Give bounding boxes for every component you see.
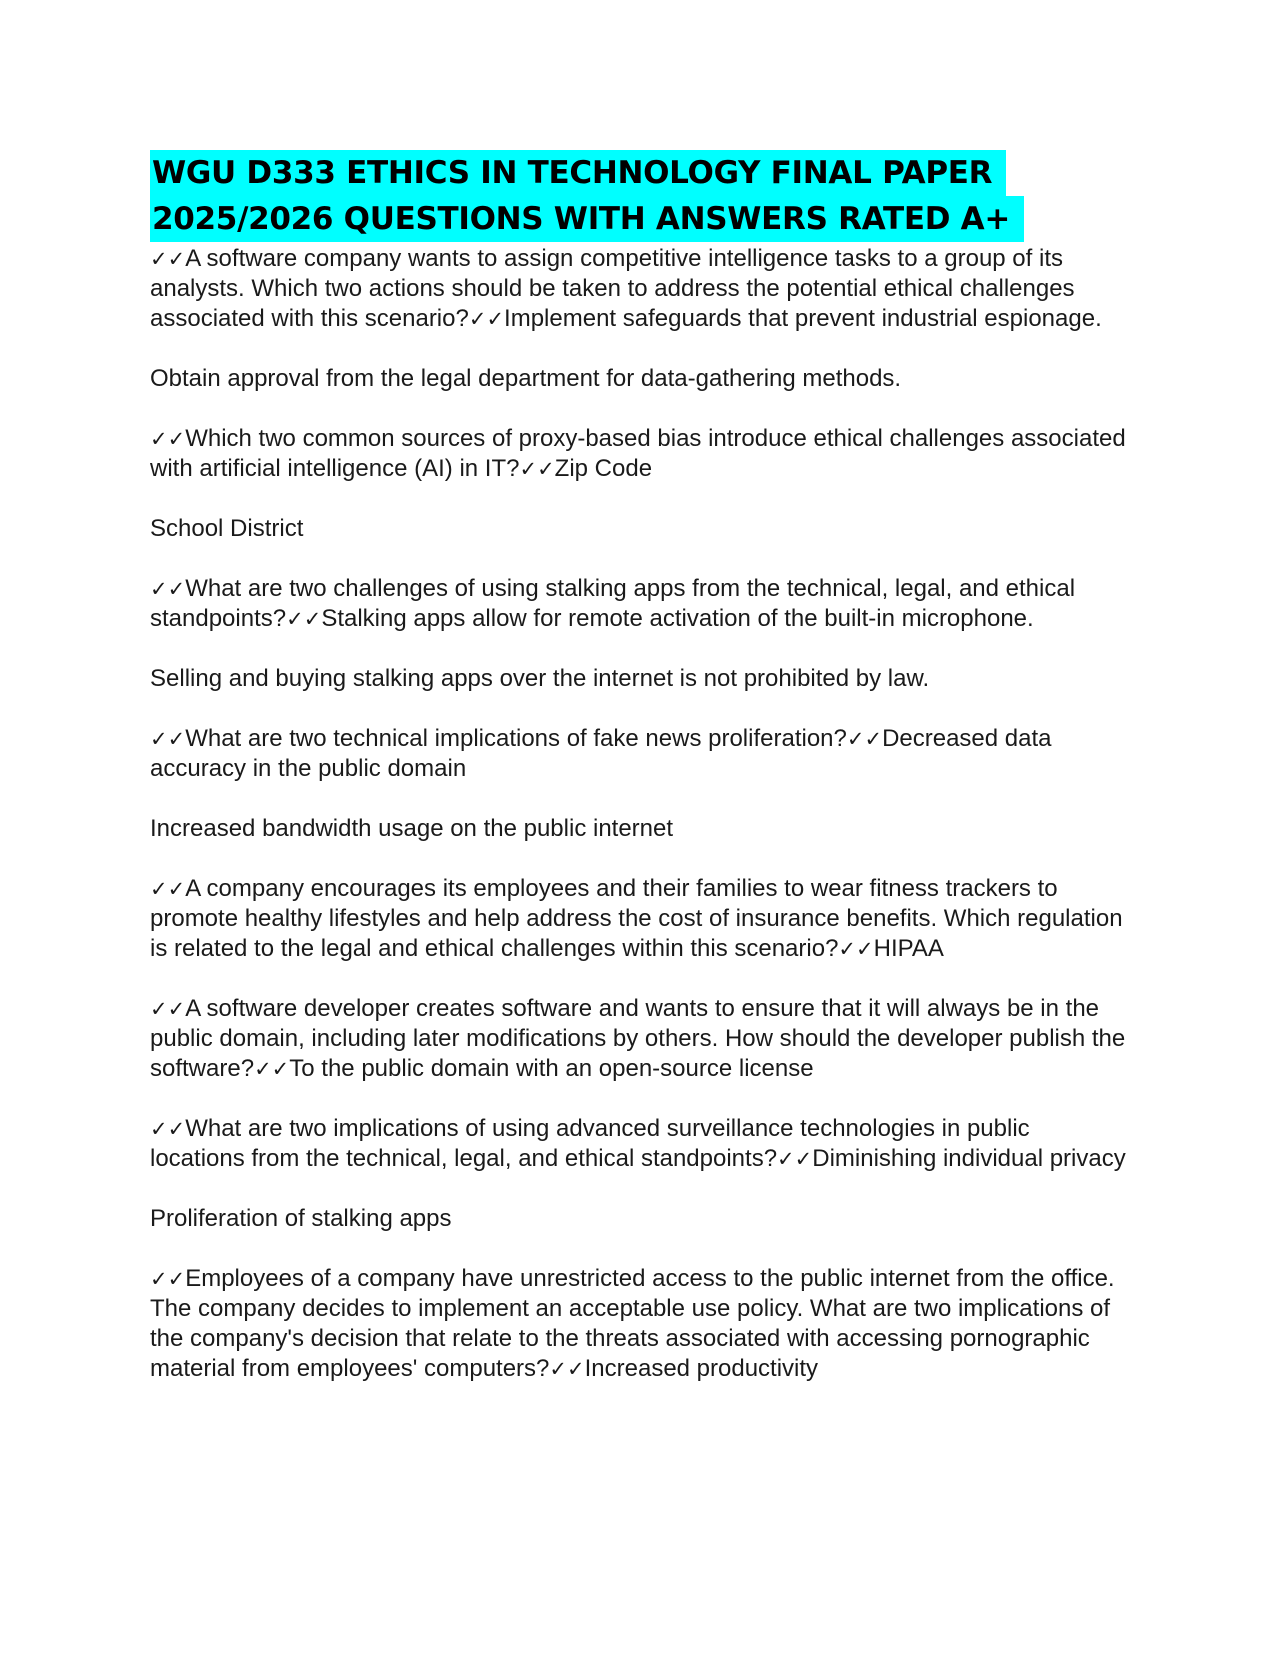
answer-text: Implement safeguards that prevent industrial espionage. bbox=[504, 305, 1102, 332]
answer-text: Zip Code bbox=[554, 455, 653, 482]
answer-extra: School District bbox=[150, 515, 304, 542]
check-icon: ✓✓ bbox=[846, 727, 883, 751]
question-text: Employees of a company have unrestricted access to the public internet from the office. The company decides to implement an acceptable use policy. What are two implications of the company's decision that relate to the threats associated with accessing pornographic material from employees' computers? bbox=[150, 1265, 1115, 1382]
answer-text: Increased productivity bbox=[584, 1355, 819, 1382]
check-icon: ✓✓ bbox=[286, 607, 322, 631]
answer-text: Stalking apps allow for remote activation of the built-in microphone. bbox=[321, 605, 1034, 632]
title-line-1: WGU D333 ETHICS IN TECHNOLOGY FINAL PAPER bbox=[150, 150, 1006, 196]
check-icon: ✓✓ bbox=[150, 997, 186, 1021]
answer-extra: Selling and buying stalking apps over the internet is not prohibited by law. bbox=[150, 665, 930, 692]
question-text: What are two technical implications of fake news proliferation? bbox=[185, 725, 847, 752]
qa-item-5 bbox=[150, 874, 1130, 964]
check-icon: ✓✓ bbox=[150, 1117, 186, 1141]
qa-item-7 bbox=[150, 1114, 1130, 1174]
qa-item-1 bbox=[150, 244, 1130, 334]
answer-text: To the public domain with an open-source license bbox=[289, 1055, 814, 1082]
question-text: What are two implications of using advanced surveillance technologies in public locations from the technical, legal, and ethical standpoints? bbox=[150, 1115, 1030, 1172]
question-text: A software developer creates software and wants to ensure that it will always be in the public domain, including later modifications by others. How should the developer publish the software? bbox=[150, 995, 1126, 1082]
check-icon: ✓✓ bbox=[838, 937, 874, 961]
check-icon: ✓✓ bbox=[468, 307, 505, 331]
check-icon: ✓✓ bbox=[150, 577, 186, 601]
qa-item-2 bbox=[150, 424, 1130, 484]
qa-item-4 bbox=[150, 724, 1130, 784]
check-icon: ✓✓ bbox=[150, 1267, 186, 1291]
title-line-2: 2025/2026 QUESTIONS WITH ANSWERS RATED A+ bbox=[150, 196, 1024, 242]
answer-extra: Obtain approval from the legal department for data-gathering methods. bbox=[150, 365, 902, 392]
check-icon: ✓✓ bbox=[150, 427, 186, 451]
check-icon: ✓✓ bbox=[254, 1057, 290, 1081]
qa-item-3 bbox=[150, 574, 1130, 634]
check-icon: ✓✓ bbox=[150, 727, 186, 751]
check-icon: ✓✓ bbox=[150, 247, 186, 271]
question-text: Which two common sources of proxy-based bias introduce ethical challenges associated with artificial intelligence (AI) in IT? bbox=[150, 425, 1126, 482]
check-icon: ✓✓ bbox=[549, 1357, 585, 1381]
answer-extra: Increased bandwidth usage on the public internet bbox=[150, 815, 674, 842]
qa-item-8 bbox=[150, 1264, 1130, 1384]
question-text: A software company wants to assign competitive intelligence tasks to a group of its analysts. Which two actions should be taken to address the potential ethical challenges associated with this scenario? bbox=[150, 245, 1075, 332]
check-icon: ✓✓ bbox=[150, 877, 186, 901]
question-text: A company encourages its employees and their families to wear fitness trackers to promote healthy lifestyles and help address the cost of insurance benefits. Which regulation is related to the legal and ethical challenges within this scenario? bbox=[150, 875, 1123, 962]
answer-text: HIPAA bbox=[873, 935, 944, 962]
qa-item-6 bbox=[150, 994, 1130, 1084]
question-text: What are two challenges of using stalking apps from the technical, legal, and ethical standpoints? bbox=[150, 575, 1076, 632]
document-page bbox=[150, 150, 1130, 1414]
answer-text: Decreased data accuracy in the public domain bbox=[150, 725, 1052, 782]
qa-list bbox=[150, 244, 1130, 1384]
answer-text: Diminishing individual privacy bbox=[812, 1145, 1126, 1172]
document-title bbox=[150, 150, 1130, 242]
check-icon: ✓✓ bbox=[519, 457, 555, 481]
answer-extra: Proliferation of stalking apps bbox=[150, 1205, 452, 1232]
check-icon: ✓✓ bbox=[777, 1147, 813, 1171]
